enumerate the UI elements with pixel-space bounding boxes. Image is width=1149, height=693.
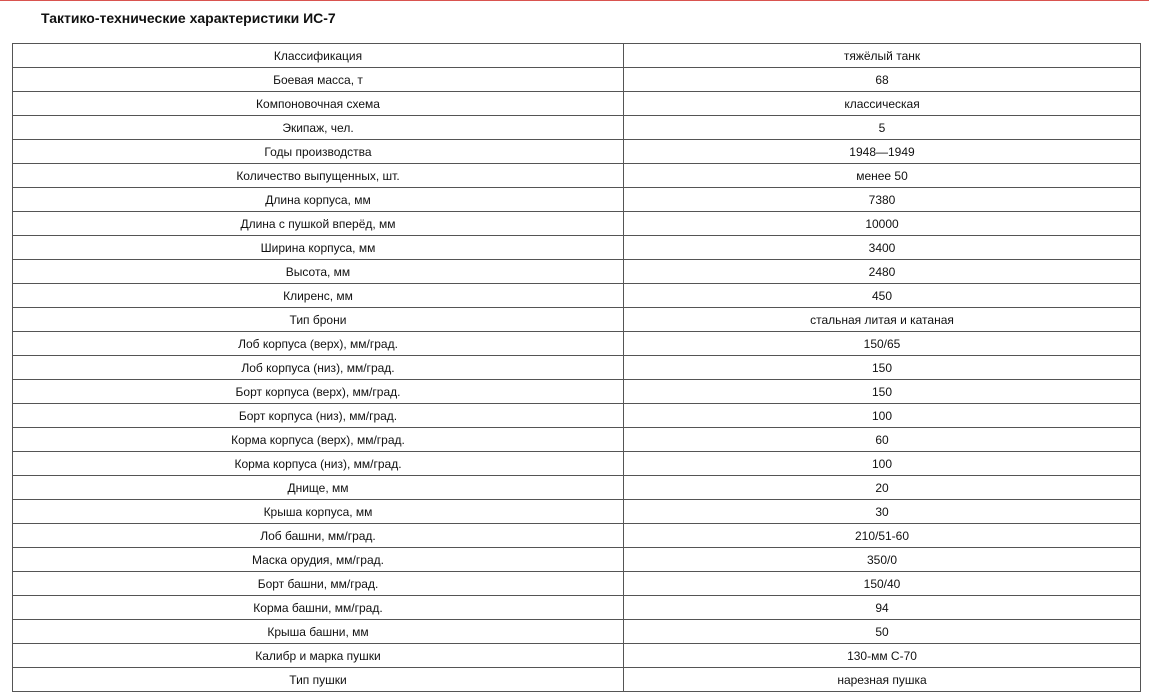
spec-label: Высота, мм: [13, 260, 624, 284]
spec-value: 20: [624, 476, 1141, 500]
table-row: [13, 524, 1141, 548]
top-divider: [0, 0, 1149, 1]
spec-label: Длина корпуса, мм: [13, 188, 624, 212]
spec-value: 68: [624, 68, 1141, 92]
spec-label: Корма корпуса (верх), мм/град.: [13, 428, 624, 452]
table-row: [13, 92, 1141, 116]
table-row: [13, 164, 1141, 188]
spec-value: стальная литая и катаная: [624, 308, 1141, 332]
spec-value: 5: [624, 116, 1141, 140]
table-row: [13, 476, 1141, 500]
table-row: [13, 188, 1141, 212]
spec-value: 30: [624, 500, 1141, 524]
spec-label: Корма корпуса (низ), мм/град.: [13, 452, 624, 476]
spec-label: Классификация: [13, 44, 624, 68]
spec-value: 7380: [624, 188, 1141, 212]
table-row: [13, 548, 1141, 572]
spec-value: тяжёлый танк: [624, 44, 1141, 68]
spec-value: 350/0: [624, 548, 1141, 572]
table-row: [13, 116, 1141, 140]
spec-label: Тип пушки: [13, 668, 624, 692]
table-row: [13, 380, 1141, 404]
spec-label: Компоновочная схема: [13, 92, 624, 116]
spec-label: Борт башни, мм/град.: [13, 572, 624, 596]
spec-label: Экипаж, чел.: [13, 116, 624, 140]
table-row: [13, 68, 1141, 92]
spec-label: Борт корпуса (верх), мм/град.: [13, 380, 624, 404]
spec-value: менее 50: [624, 164, 1141, 188]
spec-label: Борт корпуса (низ), мм/град.: [13, 404, 624, 428]
spec-value: 10000: [624, 212, 1141, 236]
table-row: [13, 140, 1141, 164]
spec-label: Годы производства: [13, 140, 624, 164]
table-row: [13, 212, 1141, 236]
specs-table-body: [13, 44, 1141, 692]
spec-value: 94: [624, 596, 1141, 620]
spec-label: Длина с пушкой вперёд, мм: [13, 212, 624, 236]
spec-value: 1948—1949: [624, 140, 1141, 164]
spec-label: Маска орудия, мм/град.: [13, 548, 624, 572]
spec-label: Количество выпущенных, шт.: [13, 164, 624, 188]
specs-table: [12, 43, 1141, 692]
spec-value: 150/65: [624, 332, 1141, 356]
table-row: [13, 332, 1141, 356]
spec-label: Ширина корпуса, мм: [13, 236, 624, 260]
table-row: [13, 644, 1141, 668]
spec-value: 50: [624, 620, 1141, 644]
spec-label: Лоб корпуса (низ), мм/град.: [13, 356, 624, 380]
table-row: [13, 260, 1141, 284]
spec-label: Лоб корпуса (верх), мм/град.: [13, 332, 624, 356]
table-row: [13, 572, 1141, 596]
spec-value: 60: [624, 428, 1141, 452]
spec-label: Крыша башни, мм: [13, 620, 624, 644]
spec-value: нарезная пушка: [624, 668, 1141, 692]
spec-label: Тип брони: [13, 308, 624, 332]
table-row: [13, 236, 1141, 260]
table-row: [13, 428, 1141, 452]
spec-label: Лоб башни, мм/град.: [13, 524, 624, 548]
spec-value: 210/51-60: [624, 524, 1141, 548]
spec-label: Клиренс, мм: [13, 284, 624, 308]
table-row: [13, 356, 1141, 380]
page-title: Тактико-технические характеристики ИС-7: [41, 10, 336, 26]
table-row: [13, 284, 1141, 308]
spec-value: 3400: [624, 236, 1141, 260]
table-row: [13, 500, 1141, 524]
table-row: [13, 404, 1141, 428]
table-row: [13, 44, 1141, 68]
spec-value: классическая: [624, 92, 1141, 116]
spec-value: 150: [624, 356, 1141, 380]
table-row: [13, 620, 1141, 644]
table-row: [13, 668, 1141, 692]
table-row: [13, 308, 1141, 332]
spec-label: Корма башни, мм/град.: [13, 596, 624, 620]
spec-value: 2480: [624, 260, 1141, 284]
spec-value: 450: [624, 284, 1141, 308]
spec-label: Калибр и марка пушки: [13, 644, 624, 668]
spec-label: Днище, мм: [13, 476, 624, 500]
table-row: [13, 452, 1141, 476]
table-row: [13, 596, 1141, 620]
spec-value: 150/40: [624, 572, 1141, 596]
spec-value: 130-мм С-70: [624, 644, 1141, 668]
spec-value: 100: [624, 452, 1141, 476]
spec-value: 150: [624, 380, 1141, 404]
spec-label: Боевая масса, т: [13, 68, 624, 92]
spec-label: Крыша корпуса, мм: [13, 500, 624, 524]
spec-value: 100: [624, 404, 1141, 428]
